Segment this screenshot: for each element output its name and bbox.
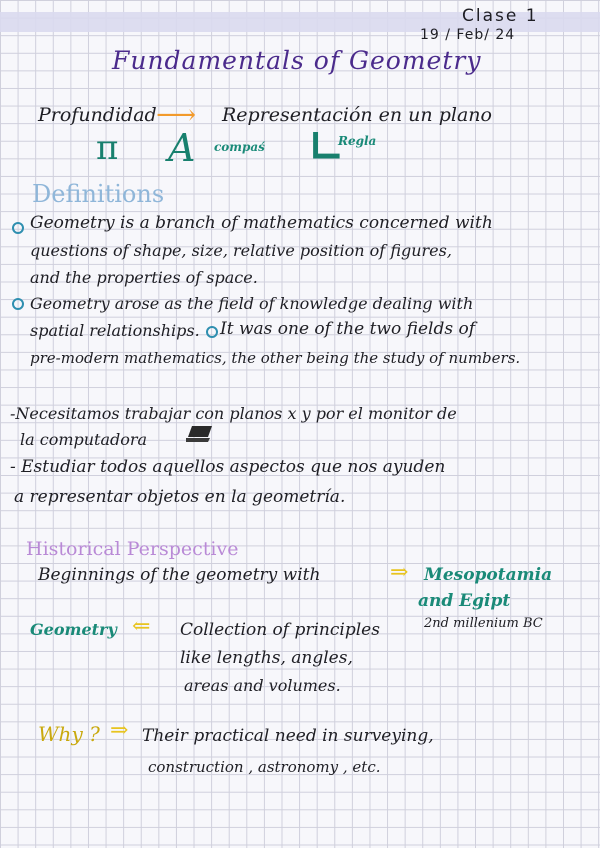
laptop-icon xyxy=(186,425,214,443)
note-line: -Necesitamos trabajar con planos x y por el monitor de xyxy=(10,404,457,423)
why-arrow-icon: ⇒ xyxy=(110,718,129,743)
definition-line: Geometry is a branch of mathematics concerned with xyxy=(30,213,493,233)
double-arrow-left-icon: ⇐ xyxy=(132,614,151,639)
era-label: 2nd millenium BC xyxy=(424,616,543,631)
geometry-label: Geometry xyxy=(30,620,117,639)
intro-left: Profundidad xyxy=(38,104,157,126)
collection-line: like lengths, angles, xyxy=(180,648,353,668)
bullet-icon xyxy=(12,298,24,310)
date-label: 19 / Feb/ 24 xyxy=(420,27,516,43)
compass-icon: A xyxy=(168,126,196,170)
collection-line: Collection of principles xyxy=(180,620,380,640)
definition-line: pre-modern mathematics, the other being the study of numbers. xyxy=(30,349,521,367)
collection-line: areas and volumes. xyxy=(184,676,341,695)
reason-line: construction , astronomy , etc. xyxy=(148,758,381,776)
note-line: - Estudiar todos aquellos aspectos que nos ayuden xyxy=(10,457,446,477)
note-line: la computadora xyxy=(20,430,148,449)
compass-label: compaś xyxy=(214,140,265,154)
mesopotamia-label: Mesopotamia xyxy=(424,565,553,585)
pi-symbol-icon: π xyxy=(96,128,119,168)
orange-arrow-icon: ⟶ xyxy=(156,98,197,131)
definition-line: questions of shape, size, relative position of figures, xyxy=(30,241,452,260)
bullet-icon xyxy=(206,326,218,338)
page-title: Fundamentals of Geometry xyxy=(112,46,482,75)
history-heading: Historical Perspective xyxy=(26,538,239,560)
intro-right: Representación en un plano xyxy=(222,104,492,126)
definition-line: It was one of the two fields of xyxy=(220,319,475,339)
bullet-icon xyxy=(12,222,24,234)
beginnings-text: Beginnings of the geometry with xyxy=(38,565,321,585)
egypt-label: and Egipt xyxy=(418,591,511,611)
definition-line: and the properties of space. xyxy=(30,268,258,287)
double-arrow-right-icon: ⇒ xyxy=(390,560,409,585)
why-label: Why ? xyxy=(38,722,100,746)
note-line: a representar objetos en la geometría. xyxy=(14,487,346,507)
reason-line: Their practical need in surveying, xyxy=(142,726,434,746)
definition-line: Geometry arose as the field of knowledge dealing with xyxy=(30,294,474,313)
ruler-label: Regla xyxy=(338,134,377,148)
ruler-icon: ∟ xyxy=(308,122,345,173)
definition-line: spatial relationships. xyxy=(30,321,200,340)
definitions-heading: Definitions xyxy=(32,180,165,208)
class-label: Clase 1 xyxy=(462,6,539,26)
